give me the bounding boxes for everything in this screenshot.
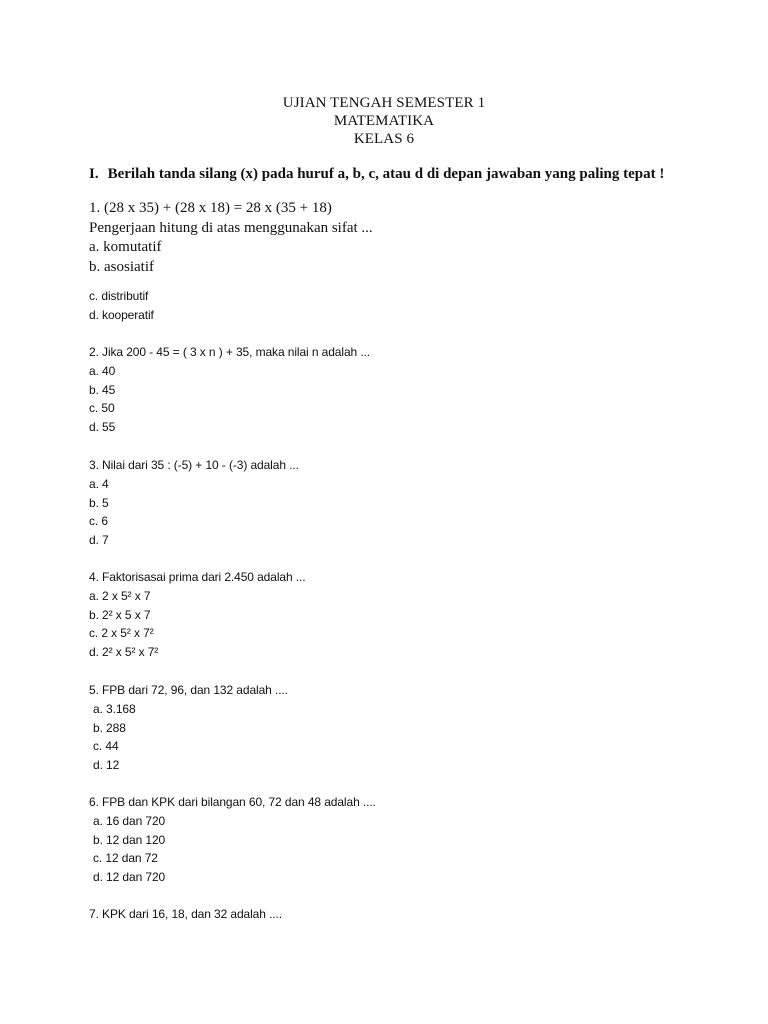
exam-subject: MATEMATIKA bbox=[333, 113, 435, 129]
question-6-text: 6. FPB dan KPK dari bilangan 60, 72 dan 48 adalah .... bbox=[89, 795, 376, 809]
question-3-option-b: b. 5 bbox=[89, 495, 109, 510]
question-1-text: 1. (28 x 35) + (28 x 18) = 28 x (35 + 18) bbox=[89, 200, 332, 216]
question-4-option-a: a. 2 x 5² x 7 bbox=[89, 588, 151, 603]
question-3-text: 3. Nilai dari 35 : (-5) + 10 - (-3) adalah ... bbox=[89, 458, 299, 472]
question-2-option-b: b. 45 bbox=[89, 382, 116, 397]
question-6-option-a: a. 16 dan 720 bbox=[93, 813, 166, 828]
question-2-text: 2. Jika 200 - 45 = ( 3 x n ) + 35, maka nilai n adalah ... bbox=[89, 345, 371, 359]
question-4-option-d: d. 2² x 5² x 7² bbox=[89, 645, 159, 660]
question-3 bbox=[89, 456, 299, 550]
question-6 bbox=[89, 793, 376, 887]
question-2 bbox=[89, 343, 370, 437]
question-1-option-b: b. asosiatif bbox=[89, 258, 154, 275]
question-7 bbox=[89, 905, 282, 924]
question-2-option-d: d. 55 bbox=[89, 420, 116, 435]
exam-header bbox=[0, 94, 768, 148]
instruction-text: Berilah tanda silang (x) pada huruf a, b, c, atau d di depan jawaban yang paling tepat ! bbox=[107, 166, 665, 182]
question-5-option-b: b. 288 bbox=[93, 720, 126, 735]
question-3-option-d: d. 7 bbox=[89, 533, 109, 548]
question-6-option-b: b. 12 dan 120 bbox=[93, 832, 166, 847]
question-1-option-a: a. komutatif bbox=[89, 239, 162, 255]
question-6-option-d: d. 12 dan 720 bbox=[93, 870, 166, 885]
question-2-option-a: a. 40 bbox=[89, 363, 116, 378]
question-3-option-a: a. 4 bbox=[89, 476, 109, 491]
section-instruction bbox=[89, 165, 664, 183]
question-1-option-c: c. distributif bbox=[89, 289, 149, 303]
question-5-option-d: d. 12 bbox=[93, 758, 120, 773]
question-5-option-c: c. 44 bbox=[93, 739, 119, 754]
section-number: I. bbox=[89, 166, 99, 182]
question-4-text: 4. Faktorisasai prima dari 2.450 adalah ... bbox=[89, 570, 306, 584]
question-6-option-c: c. 12 dan 72 bbox=[93, 851, 158, 866]
exam-class: KELAS 6 bbox=[353, 131, 415, 147]
question-5-text: 5. FPB dari 72, 96, dan 132 adalah .... bbox=[89, 683, 288, 697]
question-5-option-a: a. 3.168 bbox=[93, 701, 136, 716]
question-4 bbox=[89, 568, 305, 662]
question-1-options-continued bbox=[89, 287, 154, 325]
question-5 bbox=[89, 681, 288, 775]
question-2-option-c: c. 50 bbox=[89, 401, 115, 416]
question-1 bbox=[89, 199, 373, 277]
question-4-option-c: c. 2 x 5² x 7² bbox=[89, 626, 154, 641]
question-1-option-d: d. kooperatif bbox=[89, 307, 154, 322]
question-7-text: 7. KPK dari 16, 18, dan 32 adalah .... bbox=[89, 907, 283, 921]
exam-title: UJIAN TENGAH SEMESTER 1 bbox=[282, 95, 486, 111]
question-1-text-line2: Pengerjaan hitung di atas menggunakan sifat ... bbox=[89, 219, 373, 236]
question-3-option-c: c. 6 bbox=[89, 514, 108, 529]
question-4-option-b: b. 2² x 5 x 7 bbox=[89, 607, 151, 622]
